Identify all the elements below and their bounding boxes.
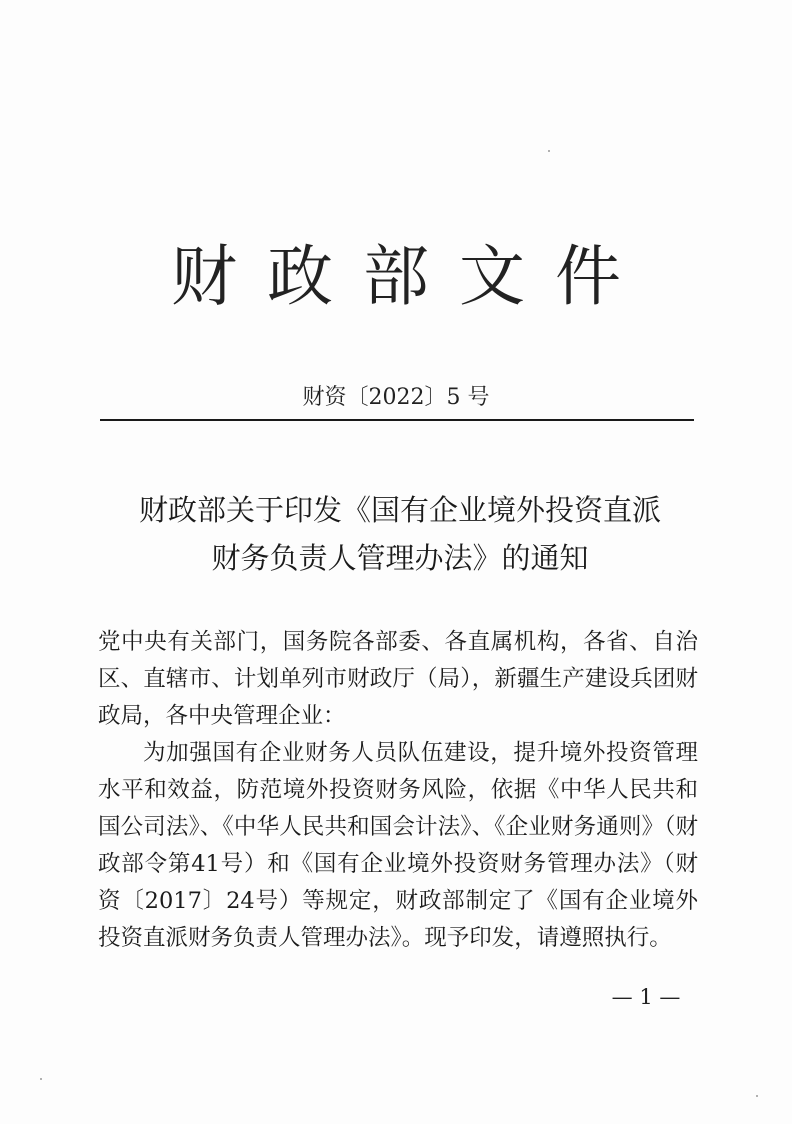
issuing-authority-header: 财政部文件 — [171, 238, 651, 315]
notice-body — [98, 624, 698, 957]
recipients-paragraph: 党中央有关部门，国务院各部委、各直属机构，各省、自治区、直辖市、计划单列市财政厅（局），新疆生产建设兵团财政局，各中央管理企业： — [98, 629, 698, 729]
document-number: 财资〔2022〕5 号 — [302, 385, 490, 410]
scan-speck — [548, 150, 550, 152]
notice-title-line-2: 财务负责人管理办法》的通知 — [211, 541, 589, 575]
body-paragraph-1: 为加强国有企业财务人员队伍建设，提升境外投资管理水平和效益，防范境外投资财务风险，依据《中华人民共和国公司法》、《中华人民共和国会计法》、《企业财务通则》（财政部令第41号）和《国有企业境外投资财务管理办法》（财资〔2017〕24号）等规定，财政部制定了《国有企业境外投资直派财务负责人管理办法》。现予印发，请遵照执行。 — [98, 740, 698, 951]
scan-speck — [40, 1078, 42, 1080]
header-divider-line — [100, 419, 694, 421]
notice-title-line-1: 财政部关于印发《国有企业境外投资直派 — [138, 493, 661, 527]
scan-speck — [756, 1095, 758, 1097]
page-number: — 1 — — [611, 985, 681, 1009]
notice-title — [80, 486, 720, 582]
